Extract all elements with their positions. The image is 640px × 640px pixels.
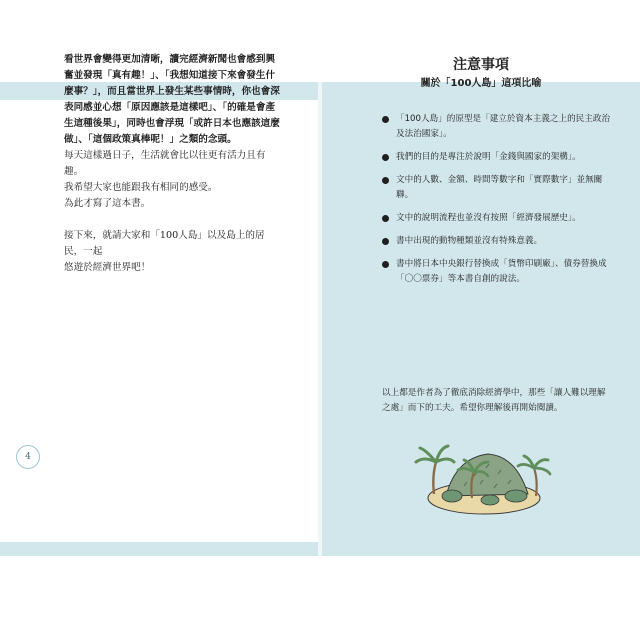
- notice-list: [382, 112, 614, 295]
- bullet-icon: [382, 261, 389, 268]
- left-page-bottom-band: [0, 542, 318, 556]
- closing-line-2: 悠遊於經濟世界吧！: [64, 262, 151, 273]
- notice-item: [382, 173, 614, 203]
- notice-item: [382, 257, 614, 287]
- serif-line-1: 每天這樣過日子，生活就會比以往更有活力且有趣。: [64, 150, 266, 177]
- bullet-icon: [382, 238, 389, 245]
- island-illustration-icon: [412, 436, 552, 524]
- page-number: 4: [16, 445, 40, 469]
- bold-paragraph: 看世界會變得更加清晰，讀完經濟新聞也會感到興奮並發現「真有趣！」、「我想知道接下來會發生什麼事？」，而且當世界上發生某些事情時，你也會深表同感並心想「原因應該是這樣吧」、「的確是會產生這種後果」，同時也會浮現「或許日本也應該這麼做」、「這個政策真棒呢！」之類的念頭。: [64, 54, 280, 145]
- notice-item: [382, 211, 614, 226]
- notice-closing: 以上都是作者為了徹底消除經濟學中，那些「讓人難以理解之處」而下的工夫。希望你理解後再開始閱讀。: [382, 388, 606, 413]
- closing-line-1: 接下來，就請大家和「100人島」以及島上的居民，一起: [64, 230, 265, 257]
- notice-item-text: 書中將日本中央銀行替換成「貨幣印刷廠」、債券替換成「〇〇票券」等本書自創的說法。: [396, 259, 607, 284]
- notice-item-text: 「100人島」的原型是「建立於資本主義之上的民主政治及法治國家」。: [396, 114, 611, 139]
- bullet-icon: [382, 215, 389, 222]
- notice-item-text: 書中出現的動物種類並沒有特殊意義。: [396, 236, 543, 246]
- notice-title: 注意事項: [453, 57, 509, 73]
- bullet-icon: [382, 116, 389, 123]
- notice-item-text: 文中的說明流程也並沒有按照「經濟發展歷史」。: [396, 213, 581, 223]
- bullet-icon: [382, 177, 389, 184]
- notice-item: [382, 150, 614, 165]
- paragraph-gap: [64, 212, 282, 228]
- notice-item-text: 文中的人數、金額、時間等數字和「實際數字」並無關聯。: [396, 175, 603, 200]
- bullet-icon: [382, 154, 389, 161]
- serif-line-3: 為此才寫了這本書。: [64, 198, 151, 209]
- notice-item: [382, 112, 614, 142]
- serif-line-2: 我希望大家也能跟我有相同的感受。: [64, 182, 218, 193]
- notice-item-text: 我們的目的是專注於說明「金錢與國家的架構」。: [396, 152, 581, 162]
- notice-item: [382, 234, 614, 249]
- notice-subtitle: 關於「100人島」這項比喻: [420, 78, 542, 89]
- left-page-body: [64, 52, 282, 276]
